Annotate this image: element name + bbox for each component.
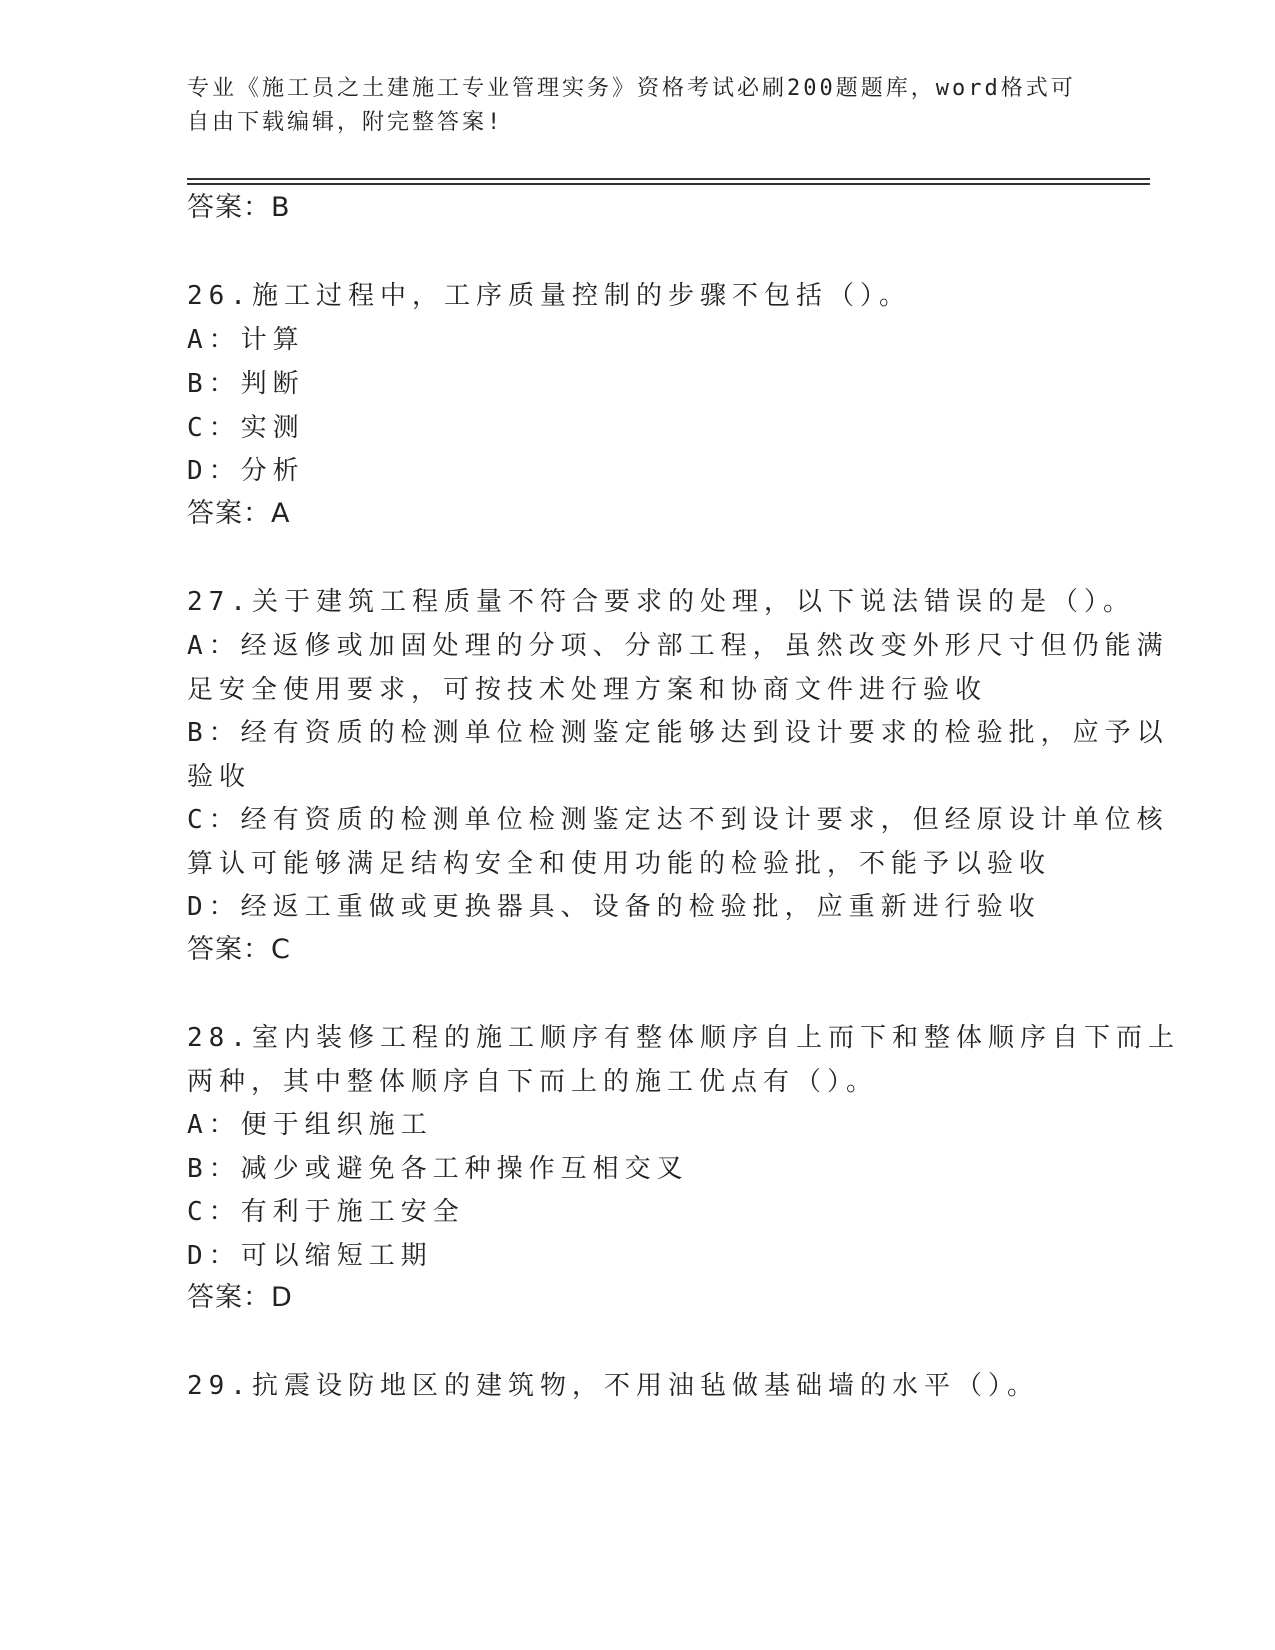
question-27-text: 27.关于建筑工程质量不符合要求的处理，以下说法错误的是（）。: [187, 587, 1135, 617]
question-28-text-line-1: 28.室内装修工程的施工顺序有整体顺序自上而下和整体顺序自下而上: [187, 1023, 1180, 1053]
question-27-option-b-line-2: 验收: [187, 762, 252, 792]
question-27-option-a-line-2: 足安全使用要求，可按技术处理方案和协商文件进行验收: [187, 675, 988, 705]
question-27-option-c-line-2: 算认可能够满足结构安全和使用功能的检验批，不能予以验收: [187, 849, 1052, 879]
header-divider-bottom: [187, 183, 1150, 185]
question-27-answer: 答案：C: [187, 934, 291, 965]
question-28-answer: 答案：D: [187, 1282, 293, 1313]
question-28-option-c: C：有利于施工安全: [187, 1197, 465, 1227]
question-29-text: 29.抗震设防地区的建筑物，不用油毡做基础墙的水平（）。: [187, 1371, 1039, 1401]
question-28-option-d: D：可以缩短工期: [187, 1241, 433, 1271]
question-26-option-a: A：计算: [187, 325, 305, 355]
question-27-option-d: D：经返工重做或更换器具、设备的检验批，应重新进行验收: [187, 892, 1041, 922]
question-27-option-b-line-1: B：经有资质的检测单位检测鉴定能够达到设计要求的检验批，应予以: [187, 718, 1169, 748]
question-26-text: 26.施工过程中，工序质量控制的步骤不包括（）。: [187, 281, 911, 311]
header-line-1: 专业《施工员之土建施工专业管理实务》资格考试必刷200题题库，word格式可: [187, 76, 1076, 101]
header-line-2: 自由下载编辑，附完整答案!: [187, 110, 504, 135]
question-26-option-d: D：分析: [187, 456, 305, 486]
header-divider-top: [187, 178, 1150, 180]
question-26-answer: 答案：A: [187, 498, 291, 529]
question-28-option-a: A：便于组织施工: [187, 1110, 433, 1140]
page-header: [187, 72, 1087, 140]
question-28-option-b: B：减少或避免各工种操作互相交叉: [187, 1154, 689, 1184]
question-28-text-line-2: 两种，其中整体顺序自下而上的施工优点有（）。: [187, 1067, 879, 1097]
answer-prev: 答案：B: [187, 192, 291, 223]
question-27-option-a-line-1: A：经返修或加固处理的分项、分部工程，虽然改变外形尺寸但仍能满: [187, 631, 1169, 661]
question-26-option-b: B：判断: [187, 369, 305, 399]
question-27-option-c-line-1: C：经有资质的检测单位检测鉴定达不到设计要求，但经原设计单位核: [187, 805, 1169, 835]
question-26-option-c: C：实测: [187, 413, 305, 443]
